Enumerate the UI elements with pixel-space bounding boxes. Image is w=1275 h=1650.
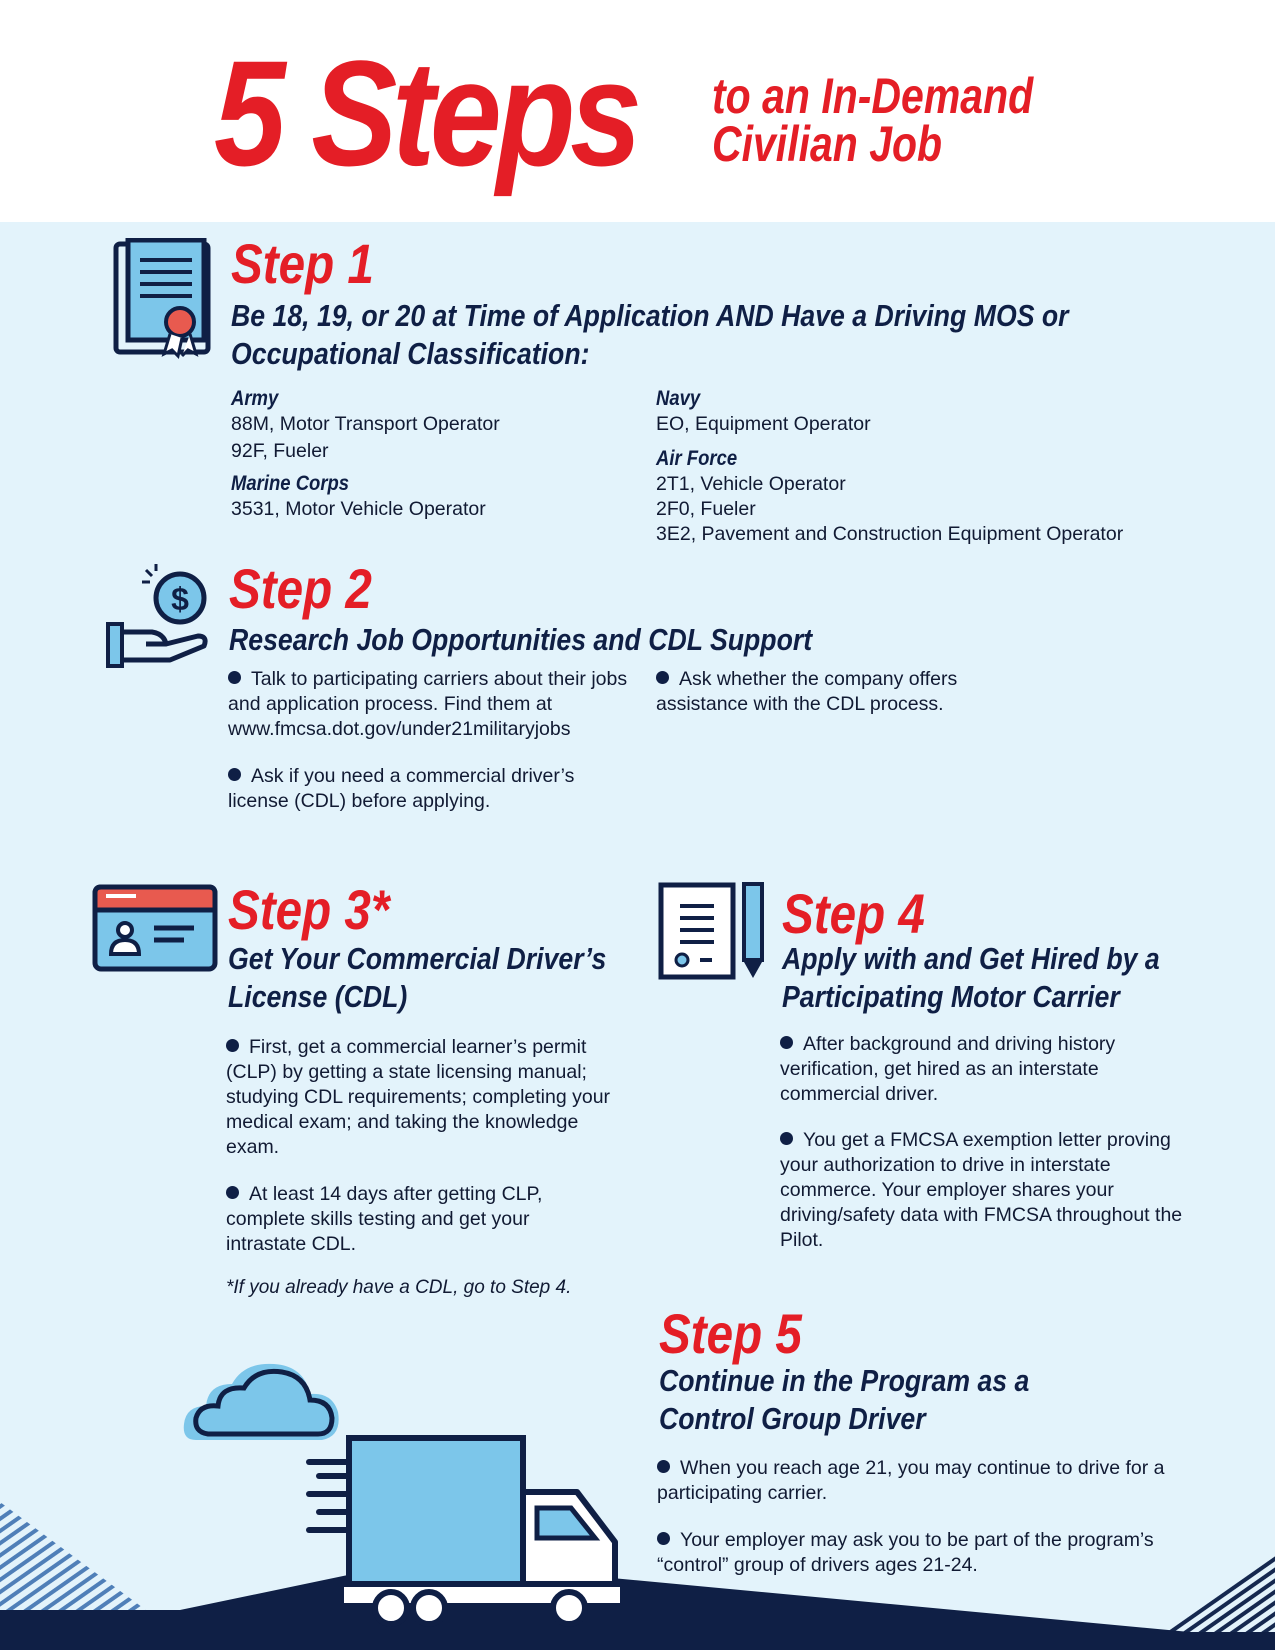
mos-airforce-list <box>656 472 1123 547</box>
money-hand-icon <box>106 562 216 672</box>
bullet-dot <box>656 671 669 684</box>
step5-bullet <box>657 1456 1217 1506</box>
bullet-dot <box>226 1186 239 1199</box>
list-item: 2F0, Fueler <box>656 498 756 520</box>
step2-bullet <box>228 764 628 814</box>
bullet-text: You get a FMCSA exemption letter proving your authorization to drive in interstate commerce. Your employer shares your driving/safety data with FMCSA throughout the Pilot. <box>780 1129 1183 1251</box>
application-form-icon <box>658 882 770 986</box>
svg-text:$: $ <box>171 581 189 617</box>
step4-bullet <box>780 1032 1180 1107</box>
list-item: 2T1, Vehicle Operator <box>656 473 846 495</box>
title-big: 5 Steps <box>214 29 637 197</box>
header <box>0 0 1275 222</box>
step5-title: Step 5 <box>659 1302 802 1365</box>
certificate-icon <box>112 238 220 360</box>
list-item: 88M, Motor Transport Operator <box>231 413 500 435</box>
bullet-text: After background and driving history verification, get hired as an interstate commercial driver. <box>780 1033 1116 1105</box>
step3-bullet <box>226 1035 621 1160</box>
title-sub <box>712 68 1034 172</box>
step2-title: Step 2 <box>229 557 372 620</box>
bullet-text: Ask if you need a commercial driver’s license (CDL) before applying. <box>228 765 575 812</box>
bullet-dot <box>657 1532 670 1545</box>
bullet-dot <box>228 671 241 684</box>
bullet-dot <box>657 1460 670 1473</box>
bullet-dot <box>226 1039 239 1052</box>
bullet-text: Your employer may ask you to be part of the program’s “control” group of drivers ages 21-24. <box>657 1529 1154 1576</box>
mos-marine-heading: Marine Corps <box>231 472 350 495</box>
step3-note: *If you already have a CDL, go to Step 4. <box>226 1277 572 1298</box>
list-item: 92F, Fueler <box>231 440 329 462</box>
title-sub-line2: Civilian Job <box>712 116 943 172</box>
mos-navy-list <box>656 412 871 437</box>
step1-heading: Be 18, 19, or 20 at Time of Application AND Have a Driving MOS or Occupational Classification: <box>231 298 1069 371</box>
title-sub-line1: to an In-Demand <box>712 68 1034 124</box>
list-item: 3531, Motor Vehicle Operator <box>231 498 486 520</box>
list-item: EO, Equipment Operator <box>656 413 871 435</box>
bullet-dot <box>228 768 241 781</box>
mos-airforce-heading: Air Force <box>656 447 738 470</box>
bullet-dot <box>780 1132 793 1145</box>
id-card-icon <box>92 884 218 974</box>
mos-army-heading: Army <box>231 387 279 410</box>
step5-bullet <box>657 1528 1217 1578</box>
step3-title: Step 3* <box>228 878 390 941</box>
step4-title: Step 4 <box>782 882 925 945</box>
bullet-text: First, get a commercial learner’s permit (CLP) by getting a state licensing manual; studying CDL requirements; completing your medical exam; and taking the knowledge exam. <box>226 1036 611 1158</box>
content-panel <box>0 222 1275 1650</box>
bullet-text: Talk to participating carriers about their jobs and application process. Find them at www.fmcsa.dot.gov/under21militaryjobs <box>228 668 628 740</box>
step2-heading: Research Job Opportunities and CDL Support <box>229 622 813 657</box>
step5-heading: Continue in the Program as a Control Group Driver <box>659 1363 1030 1436</box>
bullet-text: When you reach age 21, you may continue to drive for a participating carrier. <box>657 1457 1165 1504</box>
mos-army-list <box>231 412 500 464</box>
bullet-text: At least 14 days after getting CLP, complete skills testing and get your intrastate CDL. <box>226 1183 543 1255</box>
step3-heading: Get Your Commercial Driver’s License (CDL) <box>228 941 607 1014</box>
bullet-text: Ask whether the company offers assistance with the CDL process. <box>656 668 958 715</box>
mos-navy-heading: Navy <box>656 387 701 410</box>
step2-bullet <box>656 667 1006 717</box>
step3-bullet <box>226 1182 591 1257</box>
step2-bullet <box>228 667 628 742</box>
step4-heading: Apply with and Get Hired by a Participating Motor Carrier <box>782 941 1160 1014</box>
list-item: 3E2, Pavement and Construction Equipment Operator <box>656 523 1124 545</box>
step1-title: Step 1 <box>231 232 374 295</box>
bullet-dot <box>780 1036 793 1049</box>
step4-bullet <box>780 1128 1200 1253</box>
truck-icon <box>305 1432 645 1632</box>
mos-marine-list <box>231 497 486 522</box>
